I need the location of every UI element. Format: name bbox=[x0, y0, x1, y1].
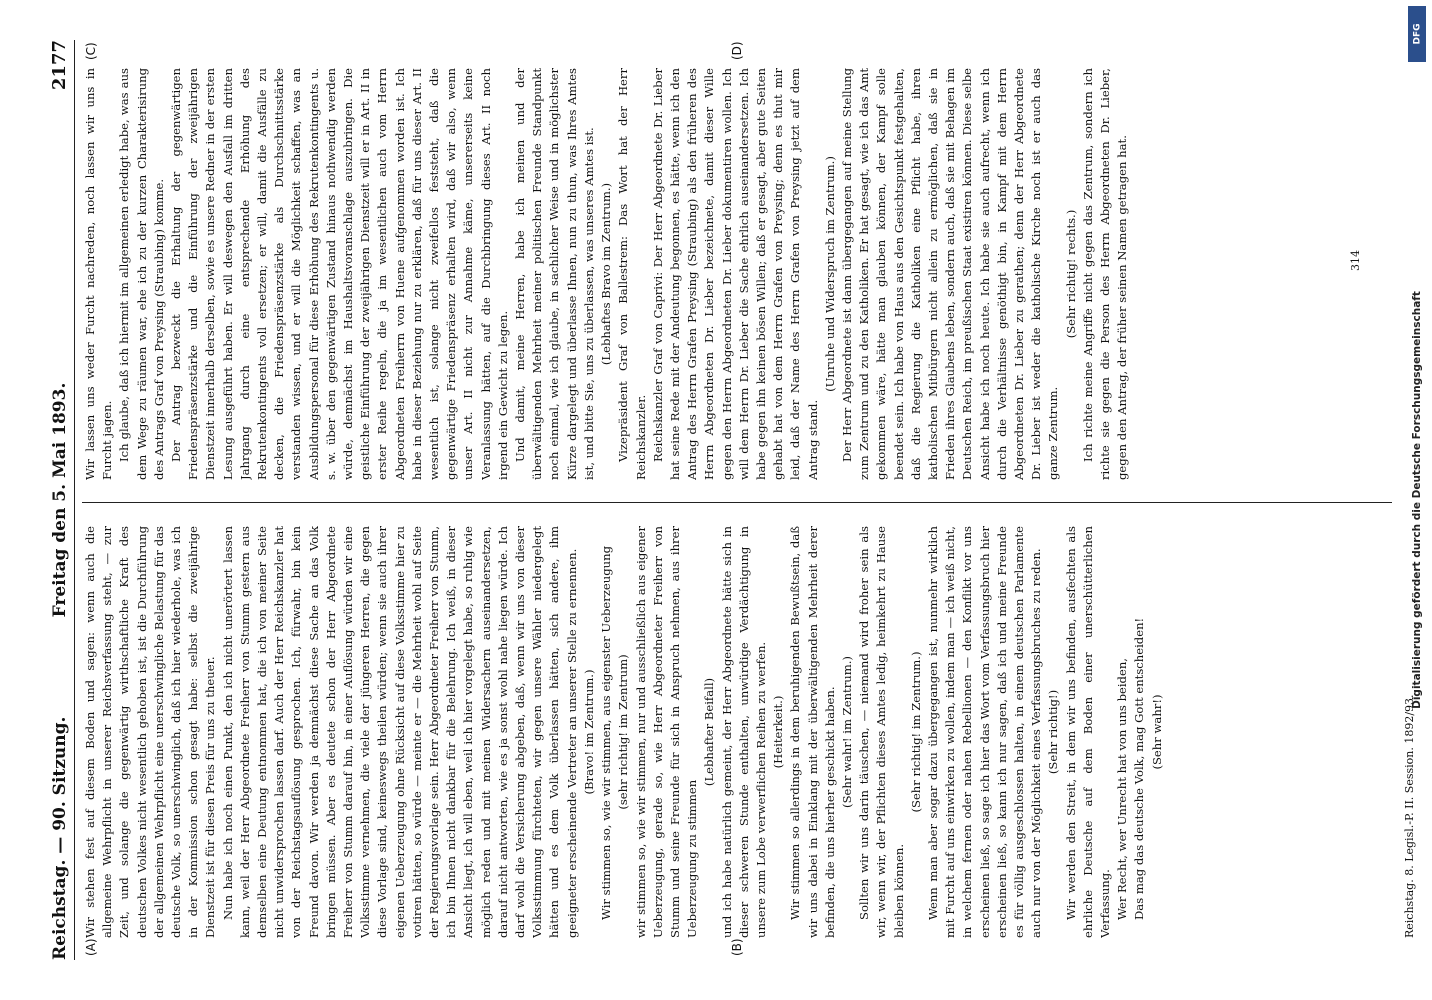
paragraph: Wenn man aber sogar dazu übergegangen ist, nunmehr wirklich mit Furcht auf uns einwirken zu wollen, indem man — ich weiß nicht, in welchem fernen oder nahen Rebellionen — den Konflikt vor uns erscheinen ließ, so sage ich hier das Wort vom Verfassungsbruch hier erscheinen ließ, so kann ich nur sagen, daß ich und meine Freunde es für völlig ausgeschlossen halten, in einem deutschen Parlamente auch nur von der Möglichkeit eines Verfassungsbruches zu reden. bbox=[925, 526, 1044, 938]
right-column bbox=[82, 68, 1392, 480]
stage-direction: (Sehr richtig! im Zentrum.) bbox=[908, 651, 923, 813]
stage-direction: (Sehr wahr! im Zentrum.) bbox=[839, 656, 854, 808]
paragraph: Wir stimmen so, wie wir stimmen, aus eigenster Ueberzeugung bbox=[599, 545, 614, 920]
dfg-logo-text: DFG bbox=[1412, 23, 1423, 45]
stage-direction: (Lebhaftes Bravo im Zentrum.) bbox=[599, 182, 614, 366]
paragraph: wir stimmen so, wie wir stimmen, nur und ausschließlich aus eigener Ueberzeugung, gerade so, wie Herr Abgeordneter Freiherr von Stumm und seine Freunde für sich in Anspruch nehmen, aus ihrer Ueberzeugung zu stimmen bbox=[633, 526, 700, 938]
stage-direction: (sehr richtig! im Zentrum) bbox=[616, 654, 631, 810]
footer-session: Reichstag. 8. Legisl.-P. II. Session. 1892/93. bbox=[1403, 694, 1416, 938]
margin-marker-d: (D) bbox=[730, 41, 744, 60]
dfg-logo bbox=[1408, 6, 1426, 62]
stage-direction: (Unruhe und Widerspruch im Zentrum.) bbox=[822, 156, 837, 392]
paragraph: Der Antrag bezweckt die Erhaltung der gegenwärtigen Friedenspräsenzstärke und die Einführung der zweijährigen Dienstzeit innerhalb derselben, sowie es unsere Redner in der ersten Lesung ausgeführt haben. Er will deswegen den Ausfall im dritten Jahrgang durch eine entsprechende Erhöhung des Rekrutenkontingents voll ersetzen; er will, damit die Ausfälle zu decken, die Friedenspräsenzstärke als Durchschnittsstärke verstanden wissen, und er will die Möglichkeit schaffen, was an Ausbildungspersonal für diese Erhöhung des Rekrutenkontingents u. s. w. über den gegenwärtigen Zustand hinaus nothwendig werden würde, demnächst im Haushaltsvoranschlage auszubringen. Die geistliche Einführung der zweijährigen Dienstzeit will er in Art. II in erster Reihe regeln, die ja im wesentlichen auch vom Herrn Abgeordneten Freiherrn von Huene aufgenommen worden ist. Ich habe in dieser Beziehung nur zu erklären, daß für uns dieser Art. II wesentlich ist, solange nicht zweifellos feststeht, daß die gegenwärtige Friedenspräsenz erhalten wird, daß wir also, wenn unser Art. II nicht zur Annahme käme, unsererseits keine Veranlassung hätten, auf die Durchbringung dieses Art. II noch irgend ein Gewicht zu legen. bbox=[169, 68, 510, 480]
verse-line: Das mag das deutsche Volk, mag Gott entscheiden! bbox=[1132, 617, 1147, 920]
stage-direction: (Sehr richtig! rechts.) bbox=[1063, 209, 1078, 339]
paragraph: Ich richte meine Angriffe nicht gegen das Zentrum, sondern ich richte sie gegen die Person des Herrn Abgeordneten Dr. Lieber, gegen den Antrag, der früher seinen Namen getragen hat. bbox=[1080, 68, 1130, 480]
digitization-note bbox=[1406, 0, 1428, 1000]
paragraph: Wir werden den Streit, in dem wir uns befinden, ausfechten als ehrliche Deutsche auf dem Boden einer unerschütterlichen Verfassung. bbox=[1063, 526, 1112, 938]
left-column bbox=[82, 526, 1392, 938]
margin-marker-a: (A) bbox=[84, 938, 98, 956]
stage-direction: (Bravo! im Zentrum.) bbox=[581, 669, 596, 795]
page-number: 2177 bbox=[49, 39, 70, 91]
paragraph: Der Herr Abgeordnete ist dann übergegangen auf meine Stellung zum Zentrum und zu den Katholiken. Er hat gesagt, wie ich das Amt gekommen wäre, hätte man glauben können, der Kampf solle beendet sein. Ich habe von Haus aus den Gesichtspunkt festgehalten, daß die Regierung die Katholiken eine Pflicht habe, ihren katholischen Mitbürgern nicht allein zu ermöglichen, daß sie in Frieden ihres Glaubens leben, sondern auch, daß sie mit Behagen im Deutschen Reich, im preußischen Staat existiren können. Diese selbe Ansicht habe ich noch heute. Ich habe sie auch aufrecht, wenn ich durch die Verhältnisse genöthigt bin, in Kampf mit dem Herrn Abgeordneten Dr. Lieber zu gerathen; denn der Herr Abgeordnete Dr. Lieber ist weder die katholische Kirche noch ist er auch das ganze Zentrum. bbox=[839, 68, 1061, 480]
paragraph: Ich glaube, daß ich hiermit im allgemeinen erledigt habe, was aus dem Wege zu räumen war, ehe ich zu der kurzen Charakterisirung des Antrags Graf von Preysing (Straubing) komme. bbox=[117, 68, 166, 480]
header-date: Freitag den 5. Mai 1893. bbox=[50, 382, 70, 618]
margin-marker-c: (C) bbox=[84, 42, 98, 60]
digitization-text: Digitalisierung gefördert durch die Deutsche Forschungsgemeinschaft bbox=[1411, 291, 1424, 709]
paragraph: Sollten wir uns darin täuschen, — niemand wird froher sein als wir, wenn wir, der Pflichten dieses Amtes ledig, heimkehrt zu Hause bleiben können. bbox=[857, 526, 906, 938]
paragraph: Wir stehen fest auf diesem Boden und sagen: wenn auch die allgemeine Wehrpflicht in unserer Reichsverfassung steht, — zur Zeit, und solange die gegenwärtig wirthschaftliche Kraft des deutschen Volkes nicht wesentlich gehoben ist, ist die Durchführung der allgemeinen Wehrpflicht eine unerschwingliche Belastung für das deutsche Volk, so unerschwinglich, daß ich hier wiederhole, was ich in der Kommission schon gesagt habe: selbst die zweijährige Dienstzeit ist für diesen Preis für uns zu theuer. bbox=[83, 526, 218, 938]
verse-line: Wer Recht, wer Unrecht hat von uns beiden, bbox=[1115, 658, 1130, 920]
stage-direction: (Lebhafter Beifall) bbox=[702, 677, 717, 787]
paragraph: und ich habe natürlich gemeint, der Herr Abgeordnete hätte sich in dieser schweren Stunde enthalten, unwürdige Verdächtigung in unsere zum Lobe verwerflichen Reihen zu werfen. bbox=[719, 526, 768, 938]
paragraph: Und damit, meine Herren, habe ich meinen und der überwältigenden Mehrheit meiner politischen Freunde Standpunkt noch einmal, wie ich glaube, in sachlicher Weise und in möglichster Kürze dargelegt und überlasse Ihnen, nun zu thun, was Ihres Amtes ist, und bitte Sie, uns zu überlassen, was unseres Amtes ist. bbox=[513, 68, 596, 480]
paragraph: Nun habe ich noch einen Punkt, den ich nicht unerörtert lassen kann, weil der Herr Abgeordnete Freiherr von Stumm gestern aus demselben eine Deutung entnommen hat, die ich von meiner Seite nicht unwidersprochen lassen darf. Auch der Herr Reichskanzler hat von der Reichstagsauflösung gesprochen. Ich, fürwahr, bin kein Freund davon. Wir werden ja demnächst diese Sache an das Volk bringen müssen. Aber es deutete schon der Herr Abgeordnete Freiherr von Stumm darauf hin, in einer Auflösung würden wir eine Volksstimme vernehmen, die viele der jüngeren Herren, die gegen diese Vorlage sind, keineswegs theilen würden; wenn sie auch ihrer eigenen Ueberzeugung ohne Rücksicht auf diese Volksstimme hier zu votiren hätten, so würde — meinte er — die Mehrheit wohl auf Seite der Regierungsvorlage sein. Herr Abgeordneter Freiherr von Stumm, ich bin Ihnen nicht dankbar für die Belehrung. Ich weiß, in dieser Ansicht liegt, ich will eben, weil ich hier vorgelegt habe, so ruhig wie möglich reden und mit meinen Widersachern auseinandersetzen, darauf nicht antworten, wie es ja sonst wohl nahe liegen würde. Ich darf wohl die Versicherung abgeben, daß, wenn wir uns von dieser Volksstimmung fürchteten, wir gegen unsere Wähler niedergelegt hätten und es dem Volk überlassen hätten, sich andere, ihm geeigneter erscheinende Vertreter an unserer Stelle zu ernennen. bbox=[220, 526, 579, 938]
stage-direction: (Sehr wahr!) bbox=[1149, 694, 1164, 770]
header-left: Reichstag. — 90. Sitzung. bbox=[50, 716, 70, 960]
footer-signature: 314 bbox=[1349, 250, 1362, 271]
column-divider bbox=[82, 502, 1392, 503]
paragraph: Wir lassen uns weder Furcht nachreden, noch lassen wir uns in Furcht jagen. bbox=[83, 68, 115, 480]
paragraph: Reichskanzler Graf von Caprivi: Der Herr Abgeordnete Dr. Lieber hat seine Rede mit der Andeutung begonnen, es hätte, wenn ich den Antrag des Herrn Grafen Preysing (Straubing) als den früheren des Herrn Abgeordneten Dr. Lieber bezeichnete, damit dieser Wille gegen den Herrn Abgeordneten Dr. Lieber dokumentiren wollen. Ich will dem Herrn Dr. Lieber die Sache ehrlich auseinandersetzen. Ich habe gegen ihn keinen bösen Willen; daß er gesagt, aber gute Seiten gehabt hat von dem Herrn Grafen von Preysing; denn es thut mir leid, daß der Name des Herrn Grafen von Preysing jetzt auf dem Antrag stand. bbox=[650, 68, 820, 480]
stage-direction: (Sehr richtig!) bbox=[1046, 689, 1061, 775]
margin-marker-b: (B) bbox=[730, 938, 744, 956]
paragraph: Vizepräsident Graf von Ballestrem: Das Wort hat der Herr Reichskanzler. bbox=[616, 68, 648, 480]
stage-direction: (Heiterkeit.) bbox=[771, 695, 786, 769]
paragraph: Wir stimmen so allerdings in dem beruhigenden Bewußtsein, daß wir uns dabei in Einklang mit der überwältigenden Mehrheit derer befinden, die uns hierher geschickt haben. bbox=[788, 526, 837, 938]
page-header bbox=[30, 40, 75, 960]
